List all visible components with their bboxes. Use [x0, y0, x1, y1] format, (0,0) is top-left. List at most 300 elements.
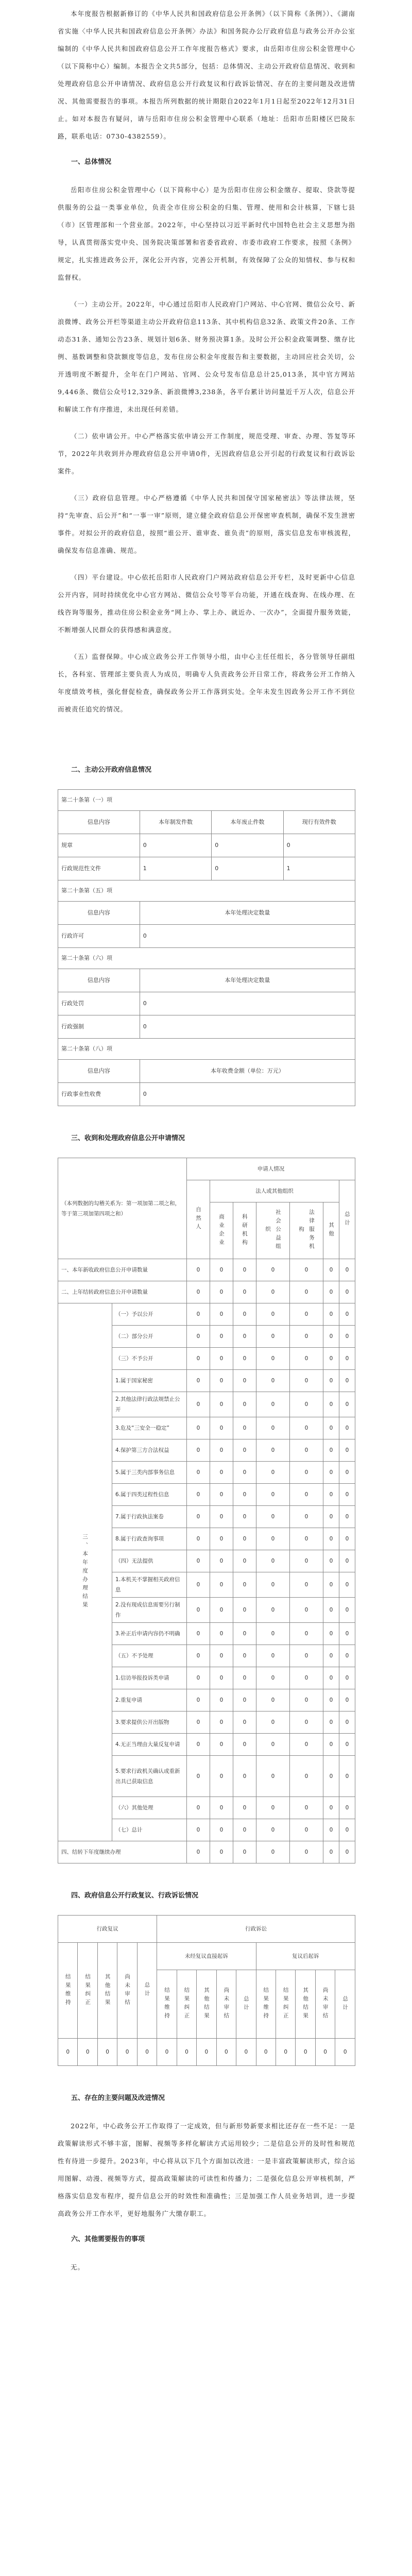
table-cell: 0 — [339, 1506, 355, 1528]
table-cell: 0 — [296, 2039, 315, 2066]
table-cell: 0 — [210, 1819, 233, 1841]
table-cell: 0 — [233, 1528, 256, 1550]
table-cell: 0 — [339, 1572, 355, 1598]
table-cell: 0 — [290, 1417, 323, 1439]
table-cell: 0 — [210, 1281, 233, 1303]
table-cell: 0 — [256, 1550, 290, 1572]
table-cell: 0 — [256, 1819, 290, 1841]
column-header: 总计 — [339, 1180, 355, 1259]
section-review-litigation — [58, 1888, 355, 2066]
column-group-header: 未经复议直接起诉 — [157, 1943, 256, 1970]
table-cell: 0 — [276, 2039, 295, 2066]
table-cell: 0 — [256, 1281, 290, 1303]
table-cell: 0 — [233, 1417, 256, 1439]
table-cell: 0 — [339, 1528, 355, 1550]
table-cell: 0 — [256, 1667, 290, 1689]
table-cell: 0 — [233, 1550, 256, 1572]
table-cell: 0 — [323, 1841, 339, 1863]
table-cell: 0 — [187, 1667, 210, 1689]
table-cell: 0 — [339, 1689, 355, 1711]
table-cell: 0 — [323, 1572, 339, 1598]
table-cell: 0 — [339, 1841, 355, 1863]
column-header: 总计 — [335, 1970, 355, 2039]
table-cell: 0 — [233, 1667, 256, 1689]
table-cell: 0 — [233, 1439, 256, 1462]
section-heading: 四、政府信息公开行政复议、行政诉讼情况 — [71, 1892, 199, 1900]
table-cell: 0 — [323, 1259, 339, 1281]
table-cell: 0 — [290, 1734, 323, 1756]
table-cell: 0 — [290, 1326, 323, 1348]
column-header: 本年收费金额（单位：万元） — [140, 1060, 355, 1083]
table-cell: 0 — [187, 1281, 210, 1303]
table-block-title: 第二十条第（五）项 — [58, 880, 355, 902]
table-cell: 0 — [290, 1598, 323, 1623]
table-cell: 0 — [210, 1506, 233, 1528]
table-cell: 0 — [323, 1711, 339, 1734]
table-cell: 0 — [212, 834, 283, 857]
column-group-header: 复议后起诉 — [256, 1943, 355, 1970]
table-cell: 0 — [187, 1348, 210, 1370]
row-label: （一）予以公开 — [112, 1303, 187, 1326]
table-row — [58, 2039, 355, 2066]
table-cell: 0 — [140, 925, 355, 948]
table-cell: 0 — [339, 1734, 355, 1756]
table-cell: 0 — [78, 2039, 97, 2066]
column-header: 科研机构 — [233, 1202, 256, 1259]
table-cell: 0 — [233, 1797, 256, 1819]
table-cell: 0 — [187, 1689, 210, 1711]
row-label: 2.没有现成信息需要另行制作 — [112, 1598, 187, 1623]
row-label: 2.其他法律行政法规禁止公开 — [112, 1392, 187, 1417]
table-cell: 0 — [256, 1439, 290, 1462]
table-cell: 0 — [323, 1623, 339, 1645]
table-cell: 0 — [256, 1506, 290, 1528]
intro-section — [58, 5, 355, 145]
column-header: 总计 — [236, 1970, 256, 2039]
table-cell: 0 — [323, 1281, 339, 1303]
table-cell: 0 — [315, 2039, 335, 2066]
table-cell: 0 — [210, 1370, 233, 1392]
table-cell: 0 — [187, 1462, 210, 1484]
table-header-note: （本列数据的勾稽关系为：第一项加第二项之和，等于第三项加第四项之和） — [58, 1158, 187, 1259]
table-cell: 0 — [339, 1392, 355, 1417]
table-cell: 0 — [323, 1392, 339, 1417]
table-row — [58, 1259, 355, 1281]
table-cell: 0 — [233, 1370, 256, 1392]
table-block-title: 第二十条第（八）项 — [58, 1039, 355, 1060]
table-cell: 0 — [290, 1303, 323, 1326]
row-label: 5.属于三类内部事务信息 — [112, 1462, 187, 1484]
table-cell: 0 — [256, 1645, 290, 1667]
table-cell: 0 — [256, 1326, 290, 1348]
table-cell: 0 — [339, 1797, 355, 1819]
column-group-header: 行政诉讼 — [157, 1916, 355, 1943]
table-cell: 0 — [187, 1326, 210, 1348]
table-cell: 0 — [233, 1734, 256, 1756]
table-cell: 0 — [137, 2039, 157, 2066]
column-header: 法律服务机构 — [290, 1202, 323, 1259]
column-header: 信息内容 — [58, 811, 140, 834]
table-cell: 0 — [140, 1015, 355, 1039]
table-cell: 0 — [233, 1462, 256, 1484]
table-cell: 0 — [323, 1689, 339, 1711]
column-header: 结果维持 — [157, 1970, 177, 2039]
review-litigation-table — [58, 1915, 355, 2066]
row-label: （五）不予处理 — [112, 1645, 187, 1667]
table-cell: 0 — [339, 1439, 355, 1462]
table-cell: 0 — [210, 1550, 233, 1572]
section-heading: 六、其他需要报告的事项 — [71, 2235, 145, 2243]
row-label: （二）部分公开 — [112, 1326, 187, 1348]
row-label: （六）其他处理 — [112, 1797, 187, 1819]
table-cell: 0 — [140, 1083, 355, 1106]
table-cell: 0 — [290, 1348, 323, 1370]
table-cell: 0 — [210, 1734, 233, 1756]
table-cell: 0 — [210, 1572, 233, 1598]
row-label: 8.属于行政查询事项 — [112, 1528, 187, 1550]
row-label: 1.属于国家秘密 — [112, 1370, 187, 1392]
table-cell: 0 — [233, 1348, 256, 1370]
table-cell: 0 — [290, 1645, 323, 1667]
table-cell: 0 — [290, 1550, 323, 1572]
paragraph: （二）依申请公开。中心严格落实依申请公开工作制度，规范受理、审查、办理、答复等环节，2022年共收到并办理政府信息公开申请0件，无因政府信息公开引起的行政复议和行政诉讼案件。 — [58, 432, 355, 475]
table-cell: 0 — [177, 2039, 196, 2066]
table-row — [58, 1303, 355, 1326]
table-cell: 1 — [283, 857, 355, 880]
column-header: 结果维持 — [256, 1970, 276, 2039]
table-cell: 0 — [256, 2039, 276, 2066]
table-cell: 0 — [323, 1797, 339, 1819]
table-cell: 0 — [233, 1303, 256, 1326]
table-cell: 0 — [187, 1484, 210, 1506]
row-label: （三）不予公开 — [112, 1348, 187, 1370]
row-label: 一、本年新收政府信息公开申请数量 — [58, 1259, 187, 1281]
paragraph: （一）主动公开。2022年，中心通过岳阳市人民政府门户网站、中心官网、微信公众号、新浪微博、政务公开栏等渠道主动公开政府信息113条、其中机构信息32条、政策文件20条、工作动态31条、通知公告23条、规划计划6条、财务预决算1条。及时公开公积金政策调整、缴存比例、基数调整和贷款额度等信息，发布住房公积金年度报告和主要数据，主动回应社会关切，公开透明度不断提升，全年在门户网站、官网、公众号发布信息总计25,013条，其中官方网站9,446条、微信公众号12,329条、新浪微博3,238条，各平台累计访问量近千万人次，信息公开和解读工作有序推进，未出现任何差错。 — [58, 300, 355, 413]
table-cell: 0 — [290, 1370, 323, 1392]
section-proactive-disclosure — [58, 762, 355, 1106]
table-cell: 0 — [216, 2039, 236, 2066]
section-problems — [58, 2091, 355, 2223]
table-cell: 0 — [233, 1841, 256, 1863]
table-cell: 0 — [58, 2039, 78, 2066]
table-cell: 0 — [256, 1756, 290, 1797]
table-cell: 0 — [290, 1281, 323, 1303]
column-header: 信息内容 — [58, 969, 140, 992]
section-heading: 二、主动公开政府信息情况 — [71, 766, 152, 774]
table-cell: 0 — [233, 1326, 256, 1348]
table-cell: 0 — [256, 1417, 290, 1439]
column-header: 结果维持 — [58, 1943, 78, 2039]
table-cell: 0 — [210, 1623, 233, 1645]
table-cell: 0 — [233, 1819, 256, 1841]
row-label: （四）无法提供 — [112, 1550, 187, 1572]
table-cell: 0 — [339, 1819, 355, 1841]
table-cell: 0 — [210, 1326, 233, 1348]
paragraph: （四）平台建设。中心依托岳阳市人民政府门户网站政府信息公开专栏，及时更新中心信息公开内容，同时持续优化中心官方网站、微信公众号等平台功能，开通在线查询、在线办理、在线咨询等服务，推动住房公积金业务“网上办、掌上办、就近办、一次办”，全面提升服务效能，不断增强人民群众的获得感和满意度。 — [58, 573, 355, 634]
table-cell: 0 — [323, 1734, 339, 1756]
table-cell: 0 — [210, 1417, 233, 1439]
table-cell: 0 — [256, 1392, 290, 1417]
table-cell: 0 — [210, 1392, 233, 1417]
table-cell: 0 — [187, 1797, 210, 1819]
table-cell: 0 — [157, 2039, 177, 2066]
table-cell: 0 — [210, 1528, 233, 1550]
row-label: 4.无正当理由大量反复申请 — [112, 1734, 187, 1756]
table-cell: 0 — [233, 1623, 256, 1645]
table-cell: 0 — [197, 2039, 216, 2066]
table-cell: 0 — [290, 1756, 323, 1797]
table-cell: 0 — [339, 1462, 355, 1484]
row-label: 7.属于行政执法案卷 — [112, 1506, 187, 1528]
table-cell: 0 — [210, 1439, 233, 1462]
table-cell: 0 — [290, 1819, 323, 1841]
table-cell: 0 — [339, 1259, 355, 1281]
table-cell: 0 — [323, 1528, 339, 1550]
table-cell: 0 — [256, 1598, 290, 1623]
table-cell: 0 — [256, 1528, 290, 1550]
table-cell: 0 — [290, 1392, 323, 1417]
table-cell: 0 — [339, 1756, 355, 1797]
table-cell: 0 — [187, 1528, 210, 1550]
table-cell: 0 — [339, 1711, 355, 1734]
column-header: 本年处理决定数量 — [140, 969, 355, 992]
table-cell: 0 — [187, 1711, 210, 1734]
table-cell: 0 — [210, 1303, 233, 1326]
table-cell: 0 — [210, 1598, 233, 1623]
row-label: 1.信访举报投诉类申请 — [112, 1667, 187, 1689]
column-group-header: 行政复议 — [58, 1916, 157, 1943]
table-cell: 0 — [210, 1667, 233, 1689]
table-cell: 0 — [187, 1417, 210, 1439]
table-cell: 0 — [339, 1281, 355, 1303]
column-header: 结果纠正 — [78, 1943, 97, 2039]
section-applications — [58, 1131, 355, 1863]
table-cell: 0 — [233, 1711, 256, 1734]
column-header: 商业企业 — [210, 1202, 233, 1259]
column-header: 尚未审结 — [216, 1970, 236, 2039]
column-header: 结果纠正 — [276, 1970, 295, 2039]
table-cell: 0 — [233, 1598, 256, 1623]
table-cell: 0 — [290, 1841, 323, 1863]
table-cell: 0 — [256, 1259, 290, 1281]
row-label: 6.属于四类过程性信息 — [112, 1484, 187, 1506]
table-cell: 0 — [256, 1572, 290, 1598]
table-cell: 0 — [323, 1645, 339, 1667]
table-cell: 0 — [256, 1484, 290, 1506]
row-label: 1.本机关不掌握相关政府信息 — [112, 1572, 187, 1598]
table-cell: 0 — [117, 2039, 137, 2066]
table-cell: 0 — [210, 1689, 233, 1711]
column-group-header: 申请人情况 — [187, 1158, 355, 1180]
table-cell: 0 — [290, 1623, 323, 1645]
row-label: 5.要求行政机关确认或重新出具已获取信息 — [112, 1756, 187, 1797]
table-cell: 0 — [256, 1734, 290, 1756]
column-header: 信息内容 — [58, 902, 140, 925]
row-label: 二、上年结转政府信息公开申请数量 — [58, 1281, 187, 1303]
table-cell: 0 — [233, 1484, 256, 1506]
row-label: 3.补正后申请内容仍不明确 — [112, 1623, 187, 1645]
table-cell: 行政许可 — [58, 925, 140, 948]
table-cell: 0 — [97, 2039, 117, 2066]
table-cell: 0 — [283, 834, 355, 857]
column-header: 其他 — [323, 1202, 339, 1259]
applications-table-body — [58, 1259, 355, 1863]
table-cell: 0 — [256, 1623, 290, 1645]
table-cell: 0 — [256, 1797, 290, 1819]
section-heading: 一、总体情况 — [71, 158, 112, 166]
column-group-header: 法人或其他组织 — [210, 1180, 339, 1202]
table-cell: 0 — [323, 1370, 339, 1392]
table-cell: 0 — [339, 1370, 355, 1392]
table-cell: 0 — [323, 1506, 339, 1528]
table-cell: 0 — [187, 1439, 210, 1462]
table-cell: 0 — [339, 1326, 355, 1348]
table-cell: 0 — [290, 1484, 323, 1506]
table-cell: 0 — [323, 1667, 339, 1689]
table-cell: 0 — [210, 1645, 233, 1667]
table-cell: 0 — [323, 1484, 339, 1506]
table-cell: 0 — [187, 1303, 210, 1326]
table-cell: 0 — [339, 1417, 355, 1439]
table-cell: 0 — [335, 2039, 355, 2066]
row-label: 4.保护第三方合法权益 — [112, 1439, 187, 1462]
table-cell: 0 — [323, 1417, 339, 1439]
table-cell: 0 — [339, 1348, 355, 1370]
table-cell: 0 — [140, 834, 211, 857]
table-cell: 0 — [339, 1598, 355, 1623]
section-other — [58, 2232, 355, 2276]
table-cell: 0 — [256, 1462, 290, 1484]
table-cell: 0 — [187, 1645, 210, 1667]
table-cell: 0 — [187, 1841, 210, 1863]
table-cell: 0 — [290, 1797, 323, 1819]
table-cell: 0 — [210, 1484, 233, 1506]
table-cell: 0 — [187, 1819, 210, 1841]
table-cell: 0 — [323, 1462, 339, 1484]
row-label: （七）总计 — [112, 1819, 187, 1841]
table-cell: 0 — [187, 1392, 210, 1417]
table-cell: 0 — [233, 1392, 256, 1417]
table-cell: 0 — [256, 1348, 290, 1370]
table-cell: 0 — [140, 992, 355, 1015]
table-cell: 0 — [323, 1326, 339, 1348]
table-cell: 0 — [210, 1756, 233, 1797]
table-cell: 0 — [339, 1645, 355, 1667]
table-cell: 0 — [290, 1711, 323, 1734]
table-cell: 0 — [187, 1756, 210, 1797]
table-cell: 0 — [233, 1756, 256, 1797]
table-cell: 0 — [210, 1711, 233, 1734]
table-cell: 0 — [290, 1689, 323, 1711]
table-cell: 0 — [323, 1439, 339, 1462]
table-cell: 0 — [339, 1303, 355, 1326]
table-cell: 0 — [210, 1259, 233, 1281]
table-cell: 行政强制 — [58, 1015, 140, 1039]
table-row — [58, 1281, 355, 1303]
table-cell: 0 — [323, 1550, 339, 1572]
column-header: 结果纠正 — [177, 1970, 196, 2039]
column-header: 尚未审结 — [117, 1943, 137, 2039]
column-header: 其他结果 — [97, 1943, 117, 2039]
table-cell: 0 — [339, 1667, 355, 1689]
table-cell: 行政事业性收费 — [58, 1083, 140, 1106]
paragraph: 岳阳市住房公积金管理中心（以下简称中心）是为岳阳市住房公积金缴存、提取、贷款等提供服务的公益一类事业单位，负责全市住房公积金的归集、管理、使用和会计核算，下辖七县（市）区管理部和一个营业部。2022年，中心坚持以习近平新时代中国特色社会主义思想为指导，认真贯彻落实党中央、国务院决策部署和省委省政府、市委市政府工作要求，按照《条例》规定，扎实推进政务公开，深化公开内容，完善公开机制，有效保障了公众的知情权、参与权和监督权。 — [58, 186, 355, 281]
column-header: 尚未审结 — [315, 1970, 335, 2039]
table-cell: 0 — [210, 1841, 233, 1863]
table-cell: 0 — [256, 1711, 290, 1734]
table-cell: 0 — [339, 1550, 355, 1572]
table-cell: 0 — [233, 1572, 256, 1598]
table-cell: 0 — [256, 1303, 290, 1326]
proactive-disclosure-table — [58, 789, 355, 1106]
table-cell: 0 — [187, 1259, 210, 1281]
row-label: 四、结转下年度继续办理 — [58, 1841, 187, 1863]
table-row — [58, 1841, 355, 1863]
table-block-title: 第二十条第（六）项 — [58, 948, 355, 969]
table-cell: 0 — [323, 1819, 339, 1841]
paragraph: （三）政府信息管理。中心严格遵循《中华人民共和国保守国家秘密法》等法律法规，坚持“先审查、后公开”和“一事一审”原则，建立健全政府信息公开保密审查机制，确保不发生泄密事件。对拟公开的政府信息，按照“谁公开、谁审查、谁负责”的原则，落实信息发布审核流程，确保发布信息准确、规范。 — [58, 494, 355, 554]
row-label: 3.要求提供公开出版物 — [112, 1711, 187, 1734]
table-cell: 0 — [233, 1281, 256, 1303]
table-cell: 0 — [233, 1259, 256, 1281]
column-header: 现行有效件数 — [283, 811, 355, 834]
column-header: 本年处理决定数量 — [140, 902, 355, 925]
table-cell: 0 — [187, 1598, 210, 1623]
applications-table — [58, 1158, 355, 1863]
table-cell: 0 — [187, 1506, 210, 1528]
table-cell: 0 — [339, 1484, 355, 1506]
table-cell: 0 — [256, 1841, 290, 1863]
table-cell: 0 — [256, 1689, 290, 1711]
section-heading: 五、存在的主要问题及改进情况 — [71, 2094, 165, 2102]
table-cell: 0 — [323, 1303, 339, 1326]
table-cell: 0 — [323, 1348, 339, 1370]
table-cell: 0 — [290, 1462, 323, 1484]
table-cell: 0 — [212, 857, 283, 880]
table-cell: 0 — [187, 1734, 210, 1756]
table-cell: 0 — [210, 1797, 233, 1819]
column-header: 自然人 — [187, 1180, 210, 1259]
table-cell: 规章 — [58, 834, 140, 857]
table-cell: 0 — [290, 1259, 323, 1281]
section-heading: 三、收到和处理政府信息公开申请情况 — [71, 1134, 185, 1142]
table-cell: 行政规范性文件 — [58, 857, 140, 880]
row-group-label: 三、本年度办理结果 — [58, 1303, 112, 1841]
table-cell: 0 — [290, 1528, 323, 1550]
table-cell: 0 — [233, 1506, 256, 1528]
column-header: 其他结果 — [296, 1970, 315, 2039]
table-cell: 0 — [323, 1598, 339, 1623]
column-header: 社会公益组织 — [256, 1202, 290, 1259]
table-cell: 0 — [323, 1756, 339, 1797]
table-cell: 0 — [339, 1623, 355, 1645]
table-cell: 0 — [290, 1572, 323, 1598]
table-cell: 0 — [187, 1572, 210, 1598]
table-cell: 0 — [187, 1370, 210, 1392]
table-cell: 0 — [187, 1550, 210, 1572]
row-label: 3.危及“三安全一稳定” — [112, 1417, 187, 1439]
row-label: 2.重复申请 — [112, 1689, 187, 1711]
paragraph: 无。 — [71, 2263, 85, 2271]
column-header: 本年废止件数 — [212, 811, 283, 834]
column-header: 其他结果 — [197, 1970, 216, 2039]
intro-paragraph: 本年度报告根据新修订的《中华人民共和国政府信息公开条例》（以下简称《条例》）、《湖南省实施〈中华人民共和国政府信息公开条例〉办法》和国务院办公厅政府信息与政务公开办公室编制的《中华人民共和国政府信息公开工作年度报告格式》要求，由岳阳市住房公积金管理中心（以下简称中心）编制。本报告全文共5部分，包括：总体情况、主动公开政府信息情况、收到和处理政府信息公开申请情况、政府信息公开行政复议和行政诉讼情况、存在的主要问题及改进情况、其他需要报告的事项。本报告所列数据的统计期限自2022年1月1日起至2022年12月31日止。如对本报告有疑问，请与岳阳市住房公积金管理中心联系（地址：岳阳市岳阳楼区巴陵东路，联系电话：0730-4382559）。 — [58, 10, 355, 140]
table-cell: 1 — [140, 857, 211, 880]
table-cell: 0 — [290, 1667, 323, 1689]
column-header: 总计 — [137, 1943, 157, 2039]
table-cell: 0 — [233, 1689, 256, 1711]
paragraph: （五）监督保障。中心成立政务公开工作领导小组，由中心主任任组长，各分管领导任副组长，各科室、管理部主要负责人为成员，明确专人负责政务公开日常工作，将政务公开工作纳入年度绩效考核，强化督促检查，确保政务公开工作落到实处。全年未发生因政务公开工作不到位而被责任追究的情况。 — [58, 653, 355, 713]
